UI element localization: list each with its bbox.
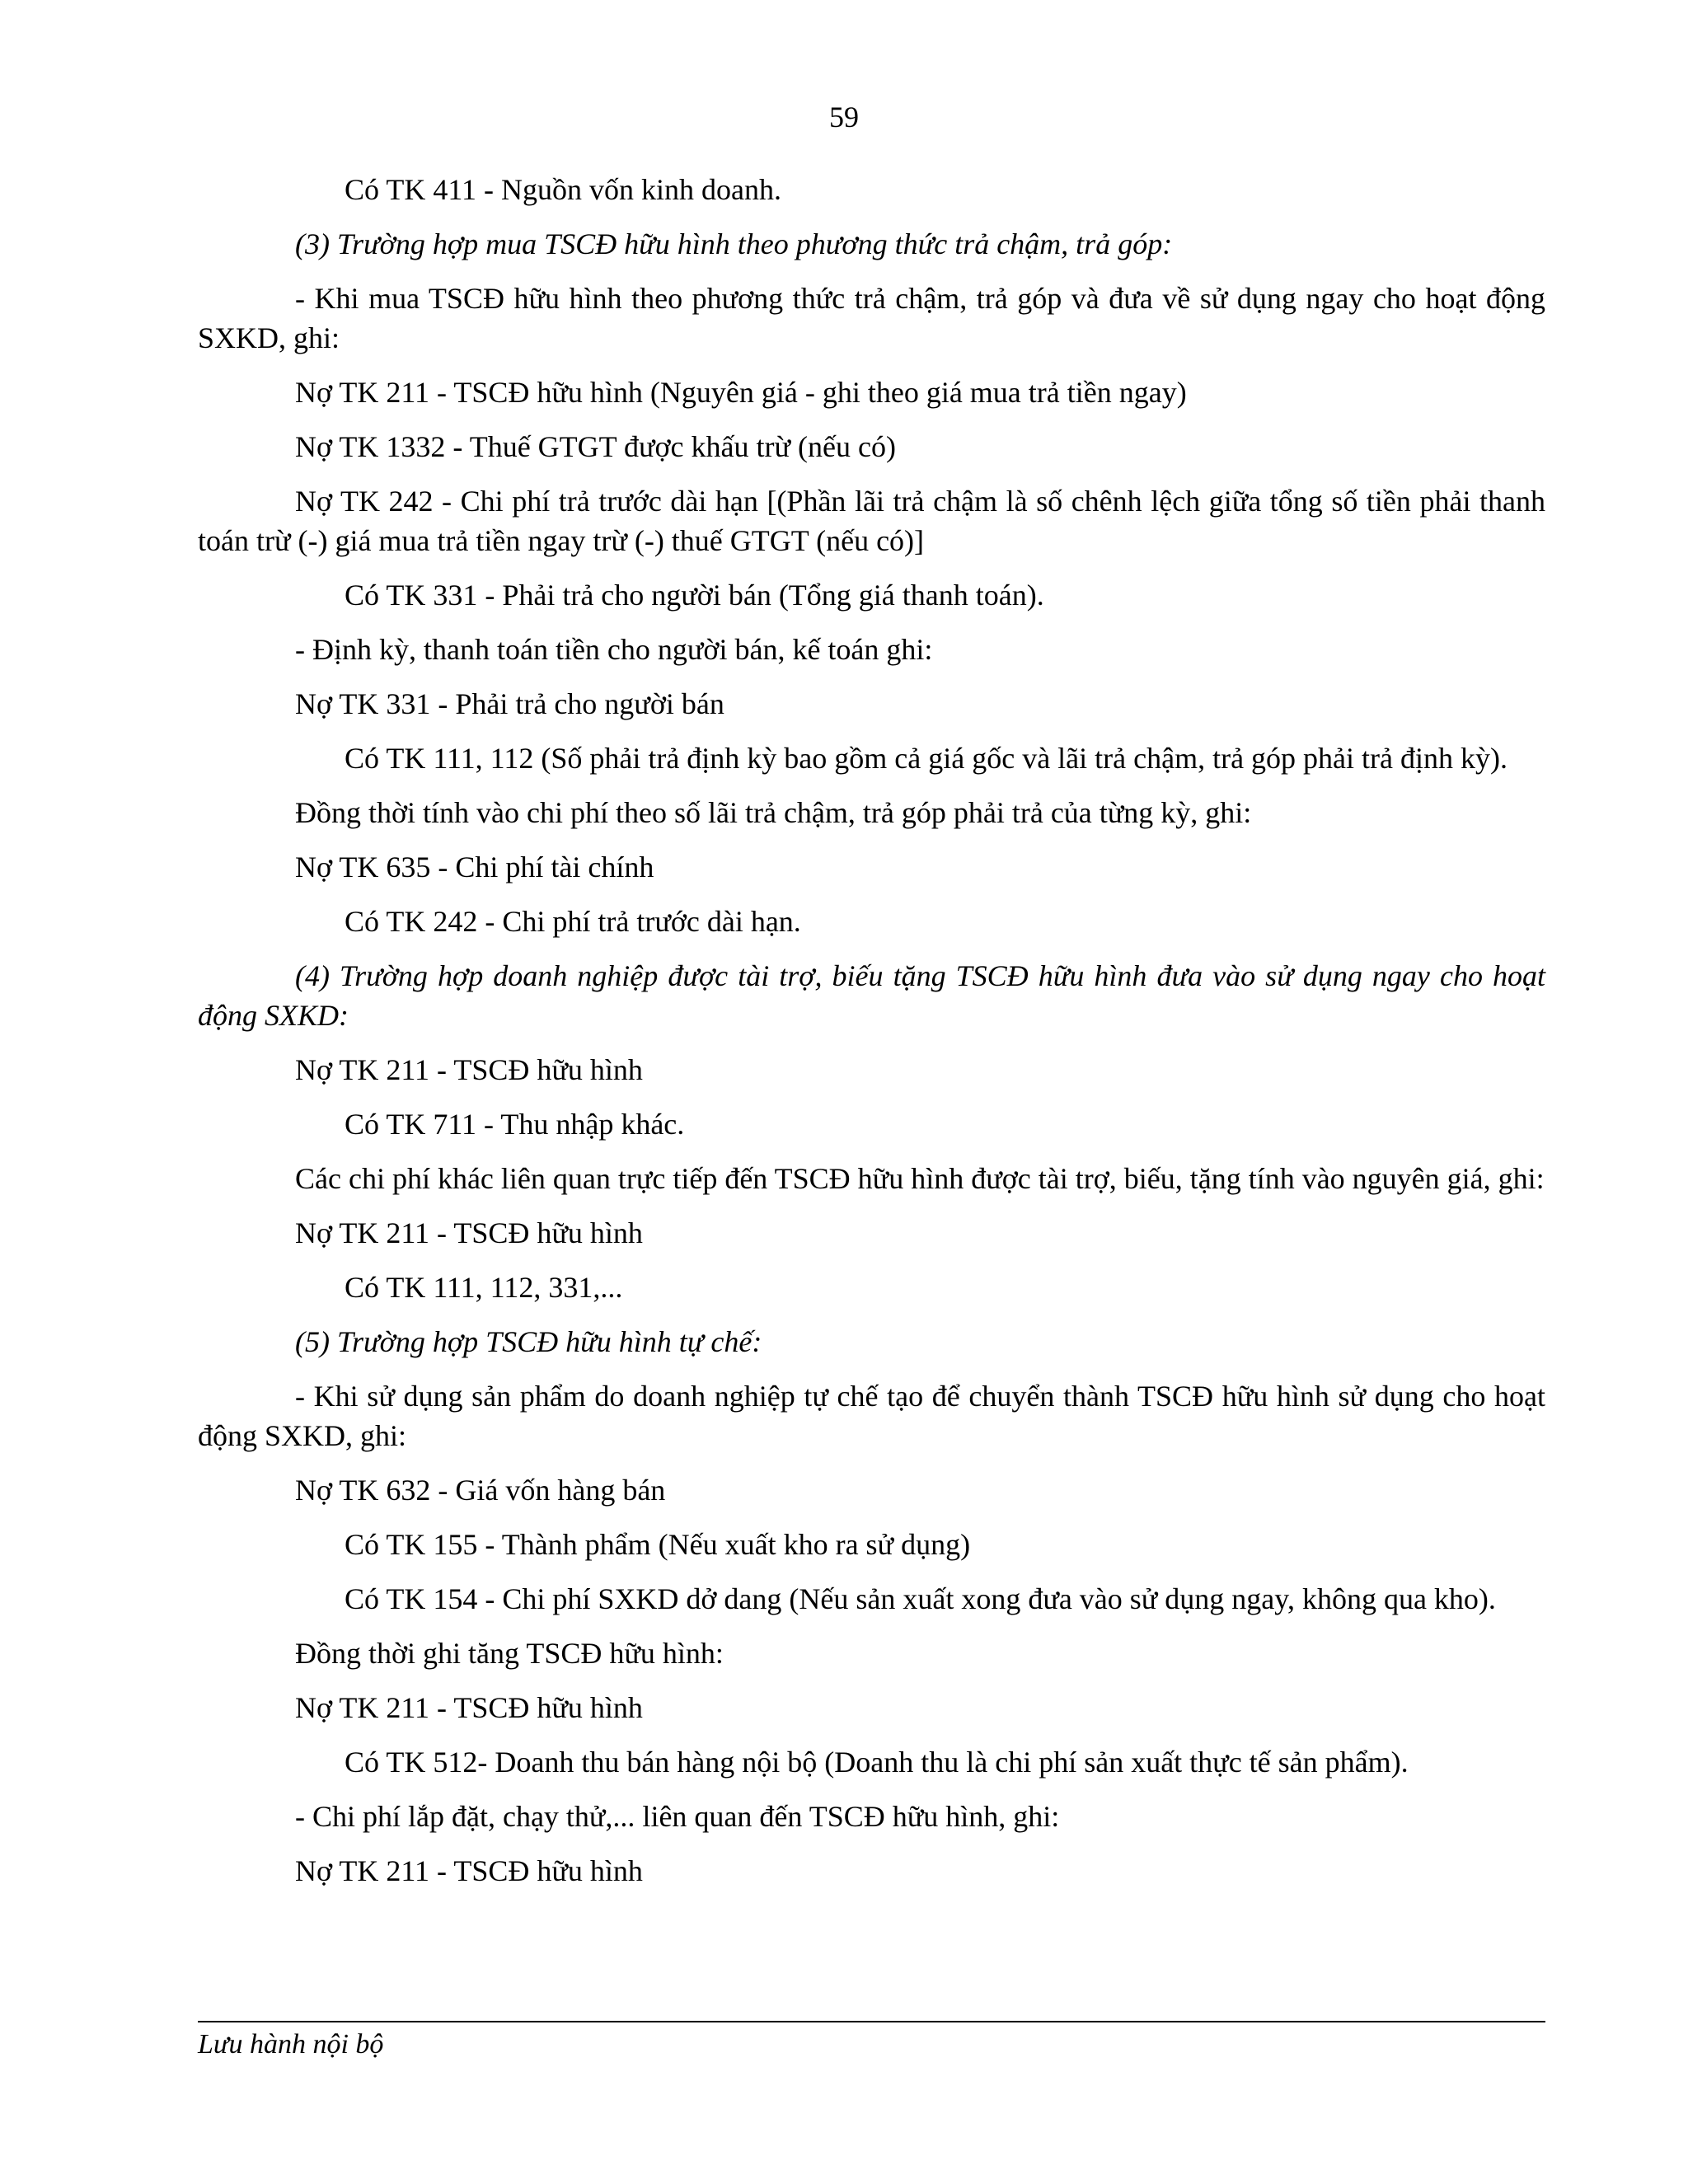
paragraph: Nợ TK 635 - Chi phí tài chính <box>295 851 654 883</box>
page-number: 59 <box>829 101 859 134</box>
paragraph: Có TK 711 - Thu nhập khác. <box>345 1108 685 1141</box>
paragraph: Nợ TK 211 - TSCĐ hữu hình <box>295 1854 643 1887</box>
document-body <box>198 170 1545 1905</box>
paragraph: Nợ TK 211 - TSCĐ hữu hình <box>295 1053 643 1086</box>
paragraph: Đồng thời ghi tăng TSCĐ hữu hình: <box>295 1637 724 1670</box>
paragraph: Nợ TK 242 - Chi phí trả trước dài hạn [(Phần lãi trả chậm là số chênh lệch giữa tổng số tiền phải thanh toán trừ (-) giá mua trả tiền ngay trừ (-) thuế GTGT (nếu có)] <box>198 485 1545 557</box>
paragraph: Nợ TK 211 - TSCĐ hữu hình (Nguyên giá - ghi theo giá mua trả tiền ngay) <box>295 376 1187 409</box>
paragraph: - Định kỳ, thanh toán tiền cho người bán, kế toán ghi: <box>295 633 933 666</box>
paragraph: Có TK 111, 112 (Số phải trả định kỳ bao gồm cả giá gốc và lãi trả chậm, trả góp phải trả định kỳ). <box>345 742 1507 775</box>
paragraph: Có TK 411 - Nguồn vốn kinh doanh. <box>345 173 781 206</box>
paragraph: Có TK 242 - Chi phí trả trước dài hạn. <box>345 905 801 938</box>
paragraph: Các chi phí khác liên quan trực tiếp đến TSCĐ hữu hình được tài trợ, biếu, tặng tính vào nguyên giá, ghi: <box>295 1162 1545 1195</box>
footer-text: Lưu hành nội bộ <box>198 2029 384 2060</box>
section-heading: (3) Trường hợp mua TSCĐ hữu hình theo phương thức trả chậm, trả góp: <box>295 227 1173 260</box>
paragraph: Đồng thời tính vào chi phí theo số lãi trả chậm, trả góp phải trả của từng kỳ, ghi: <box>295 796 1252 829</box>
paragraph: Nợ TK 632 - Giá vốn hàng bán <box>295 1474 666 1507</box>
paragraph: Nợ TK 1332 - Thuế GTGT được khấu trừ (nếu có) <box>295 430 896 463</box>
paragraph: - Khi mua TSCĐ hữu hình theo phương thức trả chậm, trả góp và đưa về sử dụng ngay cho hoạt động SXKD, ghi: <box>198 282 1545 354</box>
paragraph: - Khi sử dụng sản phẩm do doanh nghiệp tự chế tạo để chuyển thành TSCĐ hữu hình sử dụng cho hoạt động SXKD, ghi: <box>198 1380 1545 1452</box>
section-heading: (4) Trường hợp doanh nghiệp được tài trợ, biếu tặng TSCĐ hữu hình đưa vào sử dụng ngay cho hoạt động SXKD: <box>198 959 1545 1032</box>
paragraph: Có TK 331 - Phải trả cho người bán (Tổng giá thanh toán). <box>345 579 1044 612</box>
paragraph: Có TK 512- Doanh thu bán hàng nội bộ (Doanh thu là chi phí sản xuất thực tế sản phẩm). <box>345 1746 1409 1779</box>
paragraph: Nợ TK 211 - TSCĐ hữu hình <box>295 1216 643 1249</box>
paragraph: Có TK 154 - Chi phí SXKD dở dang (Nếu sản xuất xong đưa vào sử dụng ngay, không qua kho). <box>345 1582 1496 1615</box>
paragraph: Nợ TK 211 - TSCĐ hữu hình <box>295 1691 643 1724</box>
footer-divider <box>198 2021 1545 2022</box>
paragraph: - Chi phí lắp đặt, chạy thử,... liên quan đến TSCĐ hữu hình, ghi: <box>295 1800 1060 1833</box>
paragraph: Nợ TK 331 - Phải trả cho người bán <box>295 687 724 720</box>
section-heading: (5) Trường hợp TSCĐ hữu hình tự chế: <box>295 1325 762 1358</box>
paragraph: Có TK 155 - Thành phẩm (Nếu xuất kho ra sử dụng) <box>345 1528 971 1561</box>
paragraph: Có TK 111, 112, 331,... <box>345 1271 623 1304</box>
